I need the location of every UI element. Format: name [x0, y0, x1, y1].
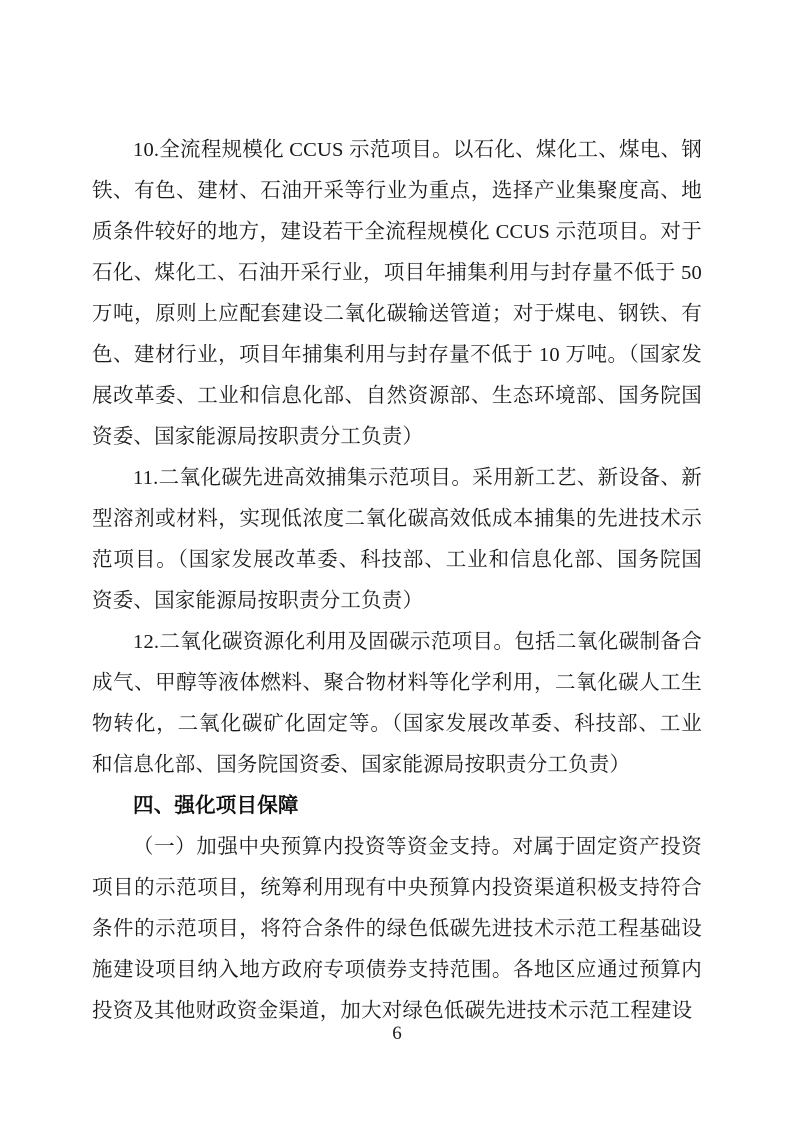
paragraph-item-11: 11.二氧化碳先进高效捕集示范项目。采用新工艺、新设备、新型溶剂或材料，实现低浓度二氧化碳高效低成本捕集的先进技术示范项目。（国家发展改革委、科技部、工业和信息化部、国务院国资委、国家能源局按职责分工负责） [92, 467, 702, 612]
paragraph-item-12: 12.二氧化碳资源化利用及固碳示范项目。包括二氧化碳制备合成气、甲醇等液体燃料、聚合物材料等化学利用，二氧化碳人工生物转化，二氧化碳矿化固定等。（国家发展改革委、科技部、工业和信息化部、国务院国资委、国家能源局按职责分工负责） [92, 631, 702, 776]
page-number: 6 [392, 1023, 402, 1044]
paragraph-subsection-one: （一）加强中央预算内投资等资金支持。对属于固定资产投资项目的示范项目，统筹利用现有中央预算内投资渠道积极支持符合条件的示范项目，将符合条件的绿色低碳先进技术示范工程基础设施建设项目纳入地方政府专项债券支持范围。各地区应通过预算内投资及其他财政资金渠道，加大对绿色低碳先进技术示范工程建设 [92, 836, 702, 1022]
paragraph-item-10: 10.全流程规模化 CCUS 示范项目。以石化、煤化工、煤电、钢铁、有色、建材、石油开采等行业为重点，选择产业集聚度高、地质条件较好的地方，建设若干全流程规模化 CCUS 示范项目。对于石化、煤化工、石油开采行业，项目年捕集利用与封存量不低于 50 万吨，原则上应配套建设二氧化碳输送管道；对于煤电、钢铁、有色、建材行业，项目年捕集利用与封存量不低于 10 万吨。（国家发展改革委、工业和信息化部、自然资源部、生态环境部、国务院国资委、国家能源局按职责分工负责） [92, 139, 702, 448]
page-content [92, 130, 702, 1032]
section-heading-four: 四、强化项目保障 [133, 795, 299, 817]
